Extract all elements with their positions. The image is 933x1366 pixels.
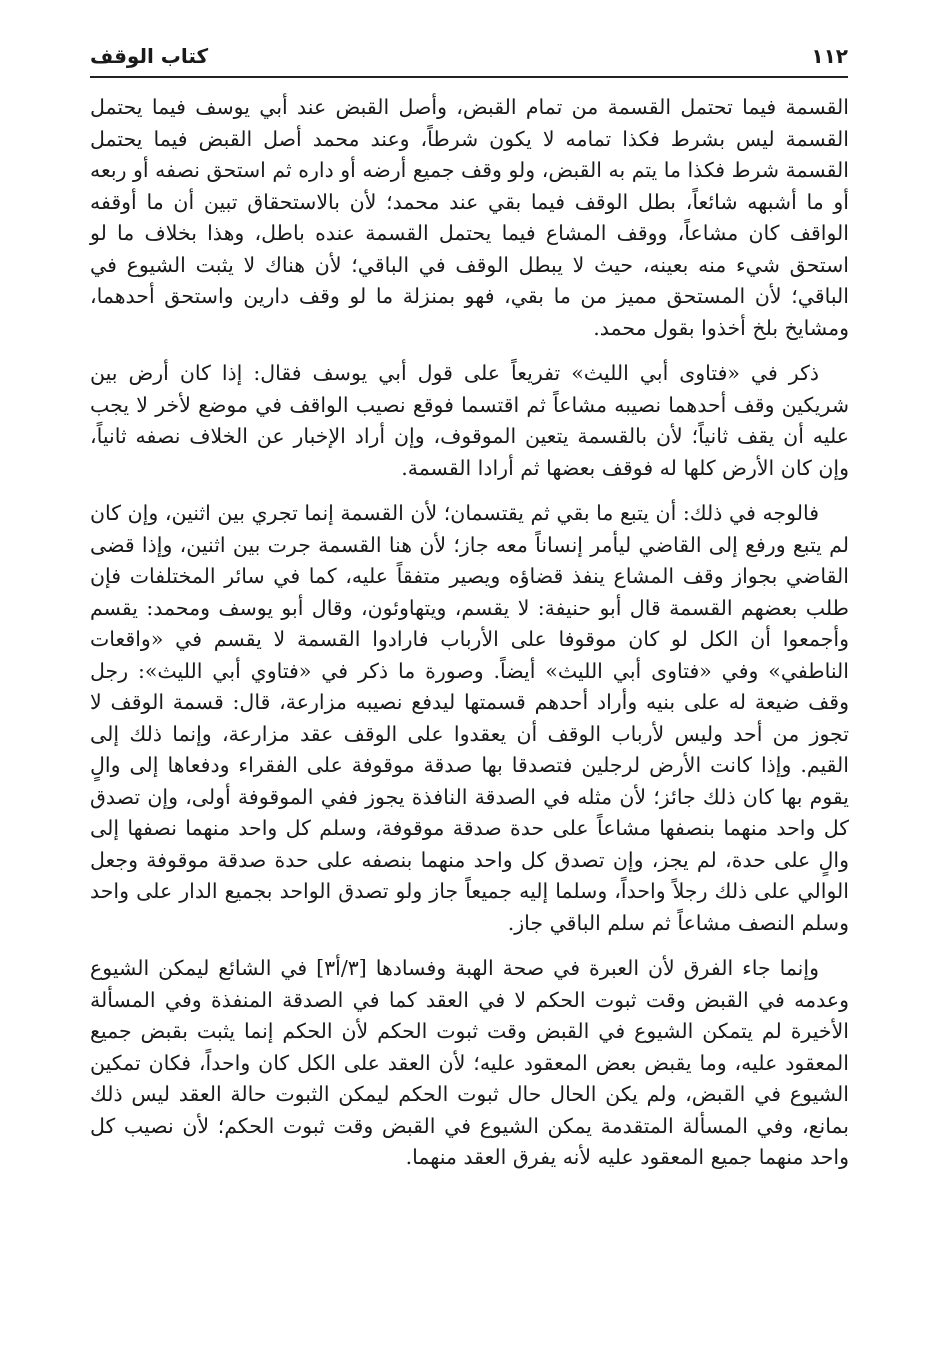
page-number: ١١٢: [811, 44, 848, 68]
body-text: [90, 92, 849, 1188]
paragraph: فالوجه في ذلك: أن يتبع ما بقي ثم يقتسمان؛ لأن القسمة إنما تجري بين اثنين، وإن كان لم يتبع ورفع إلى القاضي ليأمر إنساناً معه جاز؛ لأن هنا القسمة جرت بين اثنين، وإذا قضى القاضي بجواز وقف المشاع ينفذ قضاؤه ويصير متفقاً عليه، كما في سائر المختلفات فإن طلب بعضهم القسمة قال أبو حنيفة: لا يقسم، ويتهاوئون، وقال أبو يوسف ومحمد: يقسم وأجمعوا أن الكل لو كان موقوفا على الأرباب فارادوا القسمة لا يقسم في «واقعات الناطفي» وفي «فتاوى أبي الليث» أيضاً. وصورة ما ذكر في «فتاوي أبي الليث»: رجل وقف ضيعة له على بنيه وأراد أحدهم قسمتها ليدفع نصيبه مزارعة، قال: قسمة الوقف لا تجوز من أحد وليس لأرباب الوقف أن يعقدوا على الوقف عقد مزارعة، وإنما ذلك إلى القيم. وإذا كانت الأرض لرجلين فتصدقا بها صدقة موقوفة على الفقراء ودفعاها إلى والٍ يقوم بها كان ذلك جائز؛ لأن مثله في الصدقة النافذة يجوز ففي الموقوفة أولى، وإن تصدق كل واحد منهما بنصفها مشاعاً على حدة صدقة موقوفة، وسلم كل واحد منهما نصفها إلى والٍ على حدة، لم يجز، وإن تصدق كل واحد منهما بنصفه على حدة صدقة موقوفة وجعل الوالي على ذلك رجلاً واحداً، وسلما إليه جميعاً جاز ولو تصدق الواحد بجميع الدار على واحد وسلم النصف مشاعاً ثم سلم الباقي جاز.: [90, 501, 850, 935]
paragraph: ذكر في «فتاوى أبي الليث» تفريعاً على قول أبي يوسف فقال: إذا كان أرض بين شريكين وقف أحدهما نصيبه مشاعاً ثم اقتسما فوقع نصيب الواقف في موضع لأخر لا يجب عليه أن يقف ثانياً؛ لأن بالقسمة يتعين الموقوف، وإن أراد الإخبار عن الخلاف نصفه ثانياً، وإن كان الأرض كلها له فوقف بعضها ثم أرادا القسمة.: [90, 361, 849, 480]
chapter-title: كتاب الوقف: [90, 44, 209, 68]
paragraph: وإنما جاء الفرق لأن العبرة في صحة الهبة وفسادها [٣/أ٣] في الشائع ليمكن الشيوع وعدمه في القبض وقت ثبوت الحكم لا في العقد كما في الصدقة المنفذة وفي المسألة الأخيرة لم يتمكن الشيوع في القبض وقت ثبوت الحكم لأن الحكم إنما يثبت بقبض جميع المعقود عليه، وما يقبض بعض المعقود عليه؛ لأن العقد على الكل كان واحداً، فكان تمكين الشيوع في القبض، ولم يكن الحال حال ثبوت الحكم ليمكن الثبوت حالة العقد ليس ذلك بمانع، وفي المسألة المتقدمة يمكن الشيوع في القبض وقت ثبوت الحكم؛ لأن نصيب كل واحد منهما جميع المعقود عليه لأنه يفرق العقد منهما.: [90, 956, 849, 1169]
paragraph: القسمة فيما تحتمل القسمة من تمام القبض، وأصل القبض عند أبي يوسف فيما يحتمل القسمة ليس بشرط فكذا تمامه لا يكون شرطاً، وعند محمد أصل القبض فيما يحتمل القسمة شرط فكذا ما يتم به القبض، ولو وقف جميع أرضه أو داره ثم استحق نصفه أو ربعه أو ما أشبهه شائعاً، بطل الوقف فيما بقي عند محمد؛ لأن بالاستحقاق تبين أن ما أوقفه الواقف كان مشاعاً، ووقف المشاع فيما يحتمل القسمة عنده باطل، وهذا بخلاف ما لو استحق شيء منه بعينه، حيث لا يبطل الوقف في الباقي؛ لأن هناك لا يثبت الشيوع في الباقي؛ لأن المستحق مميز من ما بقي، فهو بمنزلة ما لو وقف دارين واستحق أحدهما، ومشايخ بلخ أخذوا بقول محمد.: [90, 95, 849, 340]
running-head: [90, 30, 848, 68]
header-rule: [90, 76, 848, 78]
